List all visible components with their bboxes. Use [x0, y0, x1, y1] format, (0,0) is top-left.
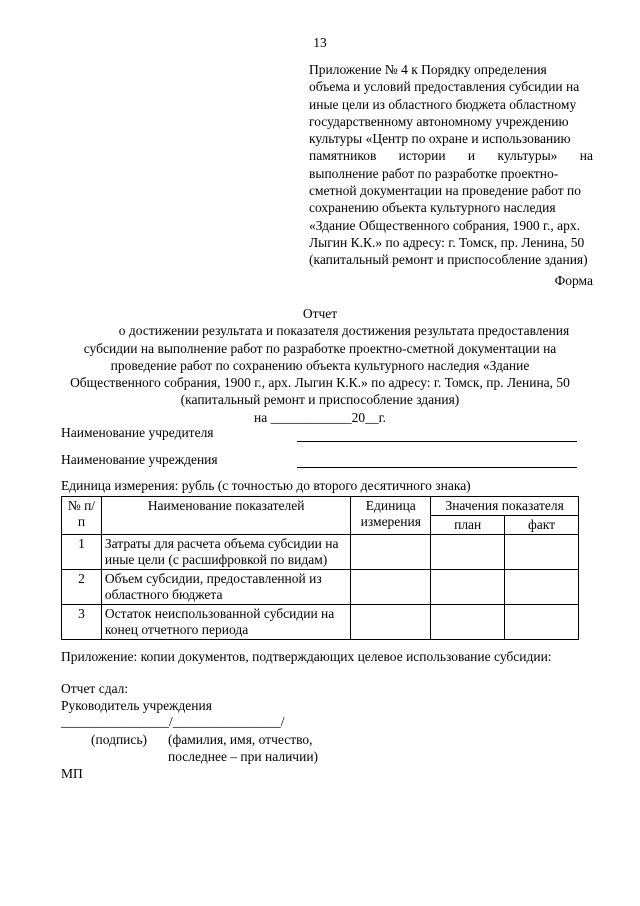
row-name: Остаток неиспользованной субсидии на конец отчетного периода — [101, 605, 350, 640]
table-header-row — [62, 497, 579, 516]
row-unit-cell[interactable] — [351, 605, 431, 640]
row-num: 3 — [62, 605, 102, 640]
row-unit-cell[interactable] — [351, 570, 431, 605]
page-number: 13 — [313, 35, 327, 50]
table-row — [62, 535, 579, 570]
stamp-label: МП — [61, 766, 83, 781]
appendix-reference — [309, 61, 593, 269]
report-subtitle-line: Общественного собрания, 1900 г., арх. Лыгин К.К.» по адресу: г. Томск, пр. Ленина, 50 — [70, 375, 570, 391]
table-row — [62, 605, 579, 640]
founder-input-line[interactable] — [297, 441, 577, 442]
report-title: Отчет — [302, 306, 338, 321]
appendix-line: объема и условий предоставления субсидии на — [309, 79, 580, 95]
header-plan: план — [431, 516, 505, 535]
report-subtitle-line: проведение работ по сохранению объекта культурного наследия «Здание — [110, 357, 530, 373]
appendix-line: памятников истории и культуры» на — [309, 148, 593, 164]
row-num: 1 — [62, 535, 102, 570]
row-fact-cell[interactable] — [505, 535, 579, 570]
name-caption-line1: (фамилия, имя, отчество, — [168, 732, 313, 747]
row-plan-cell[interactable] — [431, 570, 505, 605]
signature-line[interactable]: ________________/________________/ — [61, 714, 285, 729]
appendix-line: культуры «Центр по охране и использованию — [309, 131, 571, 147]
row-fact-cell[interactable] — [505, 605, 579, 640]
appendix-line: сохранению объекта культурного наследия — [309, 200, 556, 216]
unit-line: Единица измерения: рубль (с точностью до второго десятичного знака) — [61, 478, 471, 493]
date-blank: ____________ — [270, 409, 352, 425]
header-unit: Единица измерения — [351, 497, 431, 535]
report-subtitle-line: (капитальный ремонт и приспособление здания) — [180, 392, 460, 408]
header-name: Наименование показателей — [101, 497, 350, 535]
report-subtitle-line: о достижении результата и показателя достижения результата предоставления — [118, 323, 570, 339]
submitted-by-label: Отчет сдал: — [61, 681, 129, 696]
institution-label: Наименование учреждения — [61, 452, 218, 467]
institution-input-line[interactable] — [297, 467, 577, 468]
head-label: Руководитель учреждения — [61, 698, 212, 713]
row-plan-cell[interactable] — [431, 535, 505, 570]
header-values: Значения показателя — [431, 497, 579, 516]
appendix-line: государственному автономному учреждению — [309, 113, 569, 129]
form-label: Форма — [554, 273, 593, 288]
appendix-line: Лыгин К.К.» по адресу: г. Томск, пр. Ленина, 50 — [309, 234, 585, 250]
row-name: Затраты для расчета объема субсидии на иные цели (с расшифровкой по видам) — [101, 535, 350, 570]
row-unit-cell[interactable] — [351, 535, 431, 570]
appendix-line: выполнение работ по разработке проектно- — [309, 165, 559, 181]
row-name: Объем субсидии, предоставленной из областного бюджета — [101, 570, 350, 605]
indicators-table — [61, 496, 579, 640]
appendix-line: «Здание Общественного собрания, 1900 г., арх. — [309, 217, 581, 233]
date-prefix: на — [254, 409, 268, 425]
signature-caption: (подпись) — [91, 732, 148, 747]
date-year: 20__г. — [351, 409, 386, 425]
row-plan-cell[interactable] — [431, 605, 505, 640]
name-caption-line2: последнее – при наличии) — [168, 749, 319, 764]
appendix-line: (капитальный ремонт и приспособление здания) — [309, 252, 588, 268]
table-row — [62, 570, 579, 605]
appendix-line: иные цели из областного бюджета областному — [309, 96, 577, 112]
founder-label: Наименование учредителя — [61, 425, 214, 440]
report-title-block — [60, 305, 580, 426]
row-num: 2 — [62, 570, 102, 605]
header-fact: факт — [505, 516, 579, 535]
header-num: № п/п — [62, 497, 102, 535]
attachment-note: Приложение: копии документов, подтверждающих целевое использование субсидии: — [61, 649, 552, 664]
report-subtitle-line: субсидии на выполнение работ по разработке проектно-сметной документации на — [83, 340, 557, 356]
appendix-line: сметной документации на проведение работ по — [309, 183, 581, 199]
appendix-line: Приложение № 4 к Порядку определения — [309, 62, 547, 77]
row-fact-cell[interactable] — [505, 570, 579, 605]
